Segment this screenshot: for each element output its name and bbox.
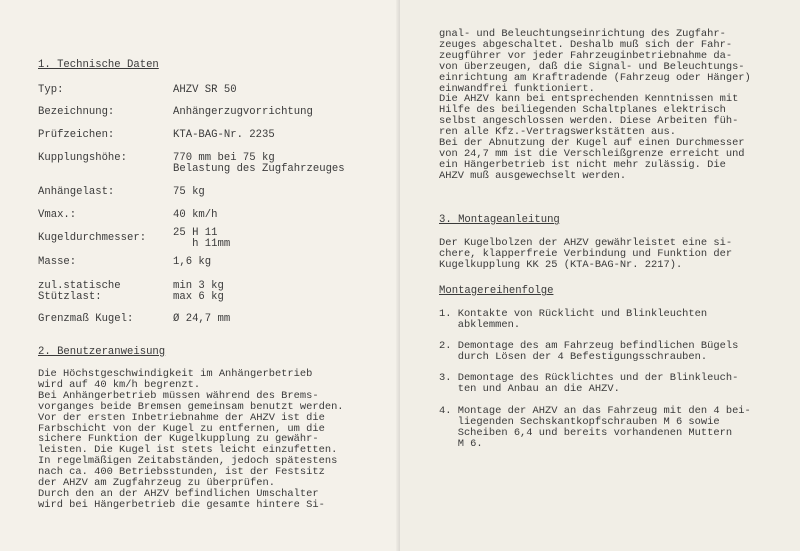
spec-label-type: Typ: (38, 84, 64, 96)
spec-value-designation: Anhängerzugvorrichtung (173, 106, 313, 118)
spec-label-ball-limit: Grenzmaß Kugel: (38, 313, 134, 325)
spec-value-coupling-height: 770 mm bei 75 kg Belastung des Zugfahrzeuges (173, 152, 345, 175)
step-4: 4. Montage der AHZV an das Fahrzeug mit den 4 bei- liegenden Sechskantkopfschrauben M 6 sowie Scheiben 6,4 und bereits vorhandenen Muttern M 6. (439, 405, 751, 450)
step-2: 2. Demontage des am Fahrzeug befindlichen Bügels durch Lösen der 4 Befestigungsschrauben. (439, 340, 739, 363)
sequence-heading: Montagereihenfolge (439, 285, 554, 297)
step-3: 3. Demontage des Rücklichtes und der Blinkleuch- ten und Anbau an die AHZV. (439, 372, 739, 395)
spec-value-ball-diameter: 25 H 11 h 11mm (173, 227, 231, 250)
spec-value-ball-limit: Ø 24,7 mm (173, 313, 231, 325)
spec-label-vmax: Vmax.: (38, 209, 77, 221)
right-intro-text: gnal- und Beleuchtungseinrichtung des Zugfahr- zeuges abgeschaltet. Deshalb muß sich der Fahr- zeugführer vor jeder Fahrzeuginbetriebnahme da- von überzeugen, daß die Signal- und Beleuchtungs- einrichtung am Kraftradende (Fahrzeug oder Hänger) einwandfrei funktioniert. Die AHZV kann bei entsprechenden Kenntnissen mit Hilfe des beiliegenden Schaltplanes elektrisch selbst angeschlossen werden. Diese Arbeiten füh- ren alle Kfz.-Vertragswerkstätten aus. Bei der Abnutzung der Kugel auf einen Durchmesser von 24,7 mm ist die Verschleißgrenze erreicht und ein Hängerbetrieb ist nicht mehr zulässig. Die AHZV muß ausgewechselt werden. (439, 28, 751, 182)
spec-label-coupling-height: Kupplungshöhe: (38, 152, 128, 164)
step-1: 1. Kontakte von Rücklicht und Blinkleuchten abklemmen. (439, 308, 708, 331)
spec-label-mass: Masse: (38, 256, 77, 268)
spec-label-ball-diameter: Kugeldurchmesser: (38, 232, 147, 244)
spec-value-mass: 1,6 kg (173, 256, 212, 268)
spec-label-designation: Bezeichnung: (38, 106, 115, 118)
section2-text: Die Höchstgeschwindigkeit im Anhängerbetrieb wird auf 40 km/h begrenzt. Bei Anhängerbetrieb müssen während des Brems- vorganges beide Bremsen gemeinsam benutzt werden. Vor der ersten Inbetriebnahme der AHZV ist die Farbschicht von der Kugel zu entfernen, um die sichere Funktion der Kugelkupplung zu gewähr- leisten. Die Kugel ist stets leicht einzufetten. In regelmäßigen Zeitabständen, jedoch spätestens nach ca. 400 Betriebsstunden, ist der Festsitz der AHZV am Zugfahrzeug zu überprüfen. Durch den an der AHZV befindlichen Umschalter wird bei Hängerbetrieb die gesamte hintere Si- (38, 368, 344, 511)
section3-heading: 3. Montageanleitung (439, 214, 560, 226)
section1-heading: 1. Technische Daten (38, 59, 159, 71)
spec-label-trailer-load: Anhängelast: (38, 186, 115, 198)
spec-label-test-mark: Prüfzeichen: (38, 129, 115, 141)
spec-label-support-load: zul.statische Stützlast: (38, 280, 121, 303)
spec-value-vmax: 40 km/h (173, 209, 218, 221)
spec-value-trailer-load: 75 kg (173, 186, 205, 198)
right-page (400, 0, 800, 551)
spec-value-test-mark: KTA-BAG-Nr. 2235 (173, 129, 275, 141)
spec-value-support-load: min 3 kg max 6 kg (173, 280, 224, 303)
spec-value-type: AHZV SR 50 (173, 84, 237, 96)
section2-heading: 2. Benutzeranweisung (38, 346, 166, 358)
section3-text: Der Kugelbolzen der AHZV gewährleistet eine si- chere, klapperfreie Verbindung und Funktion der Kugelkupplung KK 25 (KTA-BAG-Nr. 2217). (439, 237, 733, 271)
